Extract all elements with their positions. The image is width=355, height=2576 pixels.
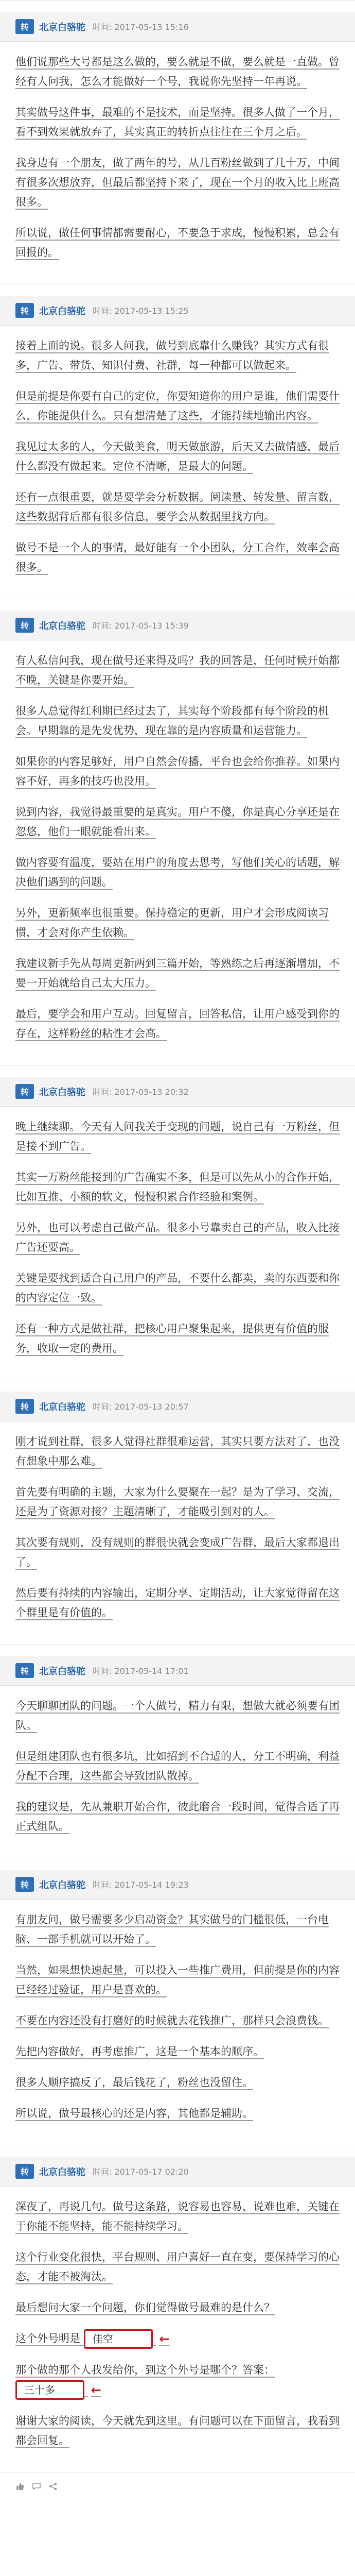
post-2 bbox=[0, 284, 355, 599]
post-header bbox=[0, 296, 355, 326]
post-header bbox=[0, 2157, 355, 2187]
forward-tag: 转 bbox=[15, 1877, 34, 1892]
answer-label-1: 这个外号明是 bbox=[15, 2332, 80, 2345]
post-header bbox=[0, 1656, 355, 1686]
post-4 bbox=[0, 1065, 355, 1380]
author-link[interactable]: 北京白骆驼 bbox=[39, 1879, 86, 1891]
post-8 bbox=[0, 2145, 355, 2472]
author-link[interactable]: 北京白骆驼 bbox=[39, 22, 86, 33]
post-paragraph: 我见过太多的人，今天做美食，明天做旅游，后天又去做情感，最后什么都没有做起来。定位不清晰，是最大的问题。 bbox=[15, 440, 340, 472]
post-3 bbox=[0, 599, 355, 1065]
post-5 bbox=[0, 1380, 355, 1644]
author-link[interactable]: 北京白骆驼 bbox=[39, 1401, 86, 1413]
arrow-left-icon: ← bbox=[91, 2383, 101, 2397]
post-paragraph: 最后，要学会和用户互动。回复留言，回答私信，让用户感受到你的存在，这样粉丝的粘性才会高。 bbox=[15, 1008, 340, 1040]
post-paragraph: 还有一种方式是做社群，把核心用户聚集起来，提供更有价值的服务，收取一定的费用。 bbox=[15, 1323, 329, 1354]
post-paragraph: 今天聊聊团队的问题。一个人做号，精力有限，想做大就必须要有团队。 bbox=[15, 1700, 340, 1732]
post-paragraph: 说到内容，我觉得最重要的是真实。用户不傻，你是真心分享还是在忽悠，他们一眼就能看出来。 bbox=[15, 806, 340, 838]
post-paragraph: 深夜了，再说几句。做号这条路，说容易也容易，说难也难，关键在于你能不能坚持，能不能持续学习。 bbox=[15, 2200, 340, 2232]
arrow-left-icon: ← bbox=[159, 2332, 170, 2346]
author-link[interactable]: 北京白骆驼 bbox=[39, 306, 86, 317]
post-time: 时间: 2017-05-13 20:32 bbox=[93, 1087, 189, 1097]
post-paragraph: 很多人总觉得红利期已经过去了，其实每个阶段都有每个阶段的机会。早期靠的是先发优势，现在靠的是内容质量和运营能力。 bbox=[15, 705, 329, 737]
post-paragraph: 最后想问大家一个问题，你们觉得做号最难的是什么？ bbox=[15, 2301, 275, 2314]
author-link[interactable]: 北京白骆驼 bbox=[39, 620, 86, 632]
post-paragraph: 然后要有持续的内容输出，定期分享、定期活动，让大家觉得留在这个群里是有价值的。 bbox=[15, 1587, 340, 1619]
forward-tag: 转 bbox=[15, 19, 34, 34]
post-header bbox=[0, 1392, 355, 1421]
post-paragraph: 所以说，做号最核心的还是内容，其他都是辅助。 bbox=[15, 2107, 253, 2120]
post-time: 时间: 2017-05-14 19:23 bbox=[93, 1880, 189, 1890]
post-paragraph: 如果你的内容足够好，用户自然会传播，平台也会给你推荐。如果内容不好，再多的技巧也没用。 bbox=[15, 755, 340, 787]
forward-tag: 转 bbox=[15, 618, 34, 633]
forward-tag: 转 bbox=[15, 2164, 34, 2179]
post-header bbox=[0, 12, 355, 42]
post-paragraph: 有人私信问我，现在做号还来得及吗？我的回答是，任何时候开始都不晚，关键是你要开始。 bbox=[15, 654, 340, 686]
post-time: 时间: 2017-05-13 15:16 bbox=[93, 22, 189, 32]
post-paragraph: 刚才说到社群，很多人觉得社群很难运营，其实只要方法对了，也没有想象中那么难。 bbox=[15, 1435, 340, 1467]
post-paragraph: 不要在内容还没有打磨好的时候就去花钱推广，那样只会浪费钱。 bbox=[15, 2014, 329, 2027]
forward-tag: 转 bbox=[15, 1084, 34, 1099]
answer-line-1 bbox=[15, 2329, 340, 2349]
post-paragraph: 但是前提是你要有自己的定位，你要知道你的用户是谁，他们需要什么，你能提供什么。只有想清楚了这些，才能持续地输出内容。 bbox=[15, 390, 340, 422]
forward-tag: 转 bbox=[15, 1663, 34, 1678]
post-6 bbox=[0, 1644, 355, 1858]
post-paragraph: 另外，也可以考虑自己做产品。很多小号靠卖自己的产品，收入比接广告还要高。 bbox=[15, 1222, 340, 1253]
share-icon[interactable] bbox=[48, 2482, 58, 2491]
post-paragraph: 很多人顺序搞反了，最后钱花了，粉丝也没留住。 bbox=[15, 2076, 253, 2089]
post-paragraph: 这个行业变化很快，平台规则、用户喜好一直在变，要保持学习的心态，才能不被淘汰。 bbox=[15, 2251, 340, 2283]
post-paragraph: 先把内容做好，再考虑推广，这是一个基本的顺序。 bbox=[15, 2045, 264, 2058]
post-header bbox=[0, 1077, 355, 1107]
post-time: 时间: 2017-05-13 20:57 bbox=[93, 1402, 189, 1412]
post-paragraph: 我的建议是，先从兼职开始合作，彼此磨合一段时间，觉得合适了再正式组队。 bbox=[15, 1801, 340, 1833]
post-7 bbox=[0, 1858, 355, 2145]
post-paragraph: 还有一点很重要，就是要学会分析数据。阅读量、转发量、留言数，这些数据背后都有很多信息，要学会从数据里找方向。 bbox=[15, 491, 340, 523]
post-paragraph: 他们说那些大号都是这么做的，要么就是不做，要么就是一直做。曾经有人问我，怎么才能做好一个号，我说你先坚持一年再说。 bbox=[15, 56, 340, 88]
post-header bbox=[0, 611, 355, 640]
post-header bbox=[0, 1870, 355, 1900]
answer-input-2[interactable]: 三十多 bbox=[15, 2380, 84, 2400]
comment-icon[interactable] bbox=[32, 2482, 41, 2491]
post-time: 时间: 2017-05-17 02:20 bbox=[93, 2167, 189, 2177]
post-paragraph: 其次要有规则，没有规则的群很快就会变成广告群，最后大家都退出了。 bbox=[15, 1536, 340, 1568]
author-link[interactable]: 北京白骆驼 bbox=[39, 2166, 86, 2178]
post-paragraph: 其实一万粉丝能接到的广告确实不多，但是可以先从小的合作开始，比如互推、小额的软文，慢慢积累合作经验和案例。 bbox=[15, 1171, 340, 1203]
post-paragraph: 晚上继续聊。今天有人问我关于变现的问题，说自己有一万粉丝，但是接不到广告。 bbox=[15, 1121, 340, 1153]
author-link[interactable]: 北京白骆驼 bbox=[39, 1666, 86, 1677]
post-paragraph: 另外，更新频率也很重要。保持稳定的更新，用户才会形成阅读习惯，才会对你产生依赖。 bbox=[15, 907, 329, 939]
post-1 bbox=[0, 0, 355, 284]
post-paragraph: 我建议新手先从每周更新两到三篇开始，等熟练之后再逐渐增加，不要一开始就给自己太大压力。 bbox=[15, 957, 340, 989]
post-time: 时间: 2017-05-14 17:01 bbox=[93, 1666, 189, 1676]
post-paragraph: 有朋友问，做号需要多少启动资金？其实做号的门槛很低，一台电脑、一部手机就可以开始了。 bbox=[15, 1913, 329, 1945]
author-link[interactable]: 北京白骆驼 bbox=[39, 1087, 86, 1098]
thumbs-up-icon[interactable] bbox=[15, 2482, 25, 2491]
answer-input-1[interactable]: 佳空 bbox=[84, 2329, 153, 2349]
answer-label-2: 那个做的那个人我发给你，到这个外号是哪个？答案： bbox=[15, 2364, 275, 2376]
post-paragraph: 我身边有一个朋友，做了两年的号，从几百粉丝做到了几十万，中间有很多次想放弃，但最后都坚持下来了，现在一个月的收入比上班高很多。 bbox=[15, 157, 340, 208]
post-paragraph: 但是组建团队也有很多坑，比如招到不合适的人，分工不明确，利益分配不合理，这些都会导致团队散掉。 bbox=[15, 1750, 340, 1782]
post-paragraph: 首先要有明确的主题，大家为什么要聚在一起？是为了学习、交流，还是为了资源对接？主题清晰了，才能吸引到对的人。 bbox=[15, 1486, 340, 1518]
post-paragraph: 其实做号这件事，最难的不是技术，而是坚持。很多人做了一个月，看不到效果就放弃了，其实真正的转折点往往在三个月之后。 bbox=[15, 106, 340, 138]
forward-tag: 转 bbox=[15, 303, 34, 318]
post-paragraph: 关键是要找到适合自己用户的产品，不要什么都卖，卖的东西要和你的内容定位一致。 bbox=[15, 1272, 340, 1304]
post-paragraph: 做号不是一个人的事情，最好能有一个小团队，分工合作，效率会高很多。 bbox=[15, 541, 340, 573]
closing-paragraph: 谢谢大家的阅读，今天就先到这里。有问题可以在下面留言，我看到都会回复。 bbox=[15, 2415, 340, 2447]
post-time: 时间: 2017-05-13 15:25 bbox=[93, 306, 189, 316]
post-paragraph: 当然，如果想快速起量，可以投入一些推广费用，但前提是你的内容已经经过验证，用户是喜欢的。 bbox=[15, 1964, 340, 1996]
post-paragraph: 做内容要有温度，要站在用户的角度去思考，写他们关心的话题，解决他们遇到的问题。 bbox=[15, 856, 340, 888]
post-paragraph: 所以说，做任何事情都需要耐心，不要急于求成，慢慢积累，总会有回报的。 bbox=[15, 227, 340, 259]
post-paragraph: 接着上面的说。很多人问我，做号到底靠什么赚钱？其实方式有很多，广告、带货、知识付费、社群，每一种都可以做起来。 bbox=[15, 340, 329, 371]
footer-bar bbox=[0, 2472, 355, 2500]
forward-tag: 转 bbox=[15, 1399, 34, 1414]
answer-line-2 bbox=[15, 2360, 340, 2400]
post-time: 时间: 2017-05-13 15:39 bbox=[93, 621, 189, 631]
